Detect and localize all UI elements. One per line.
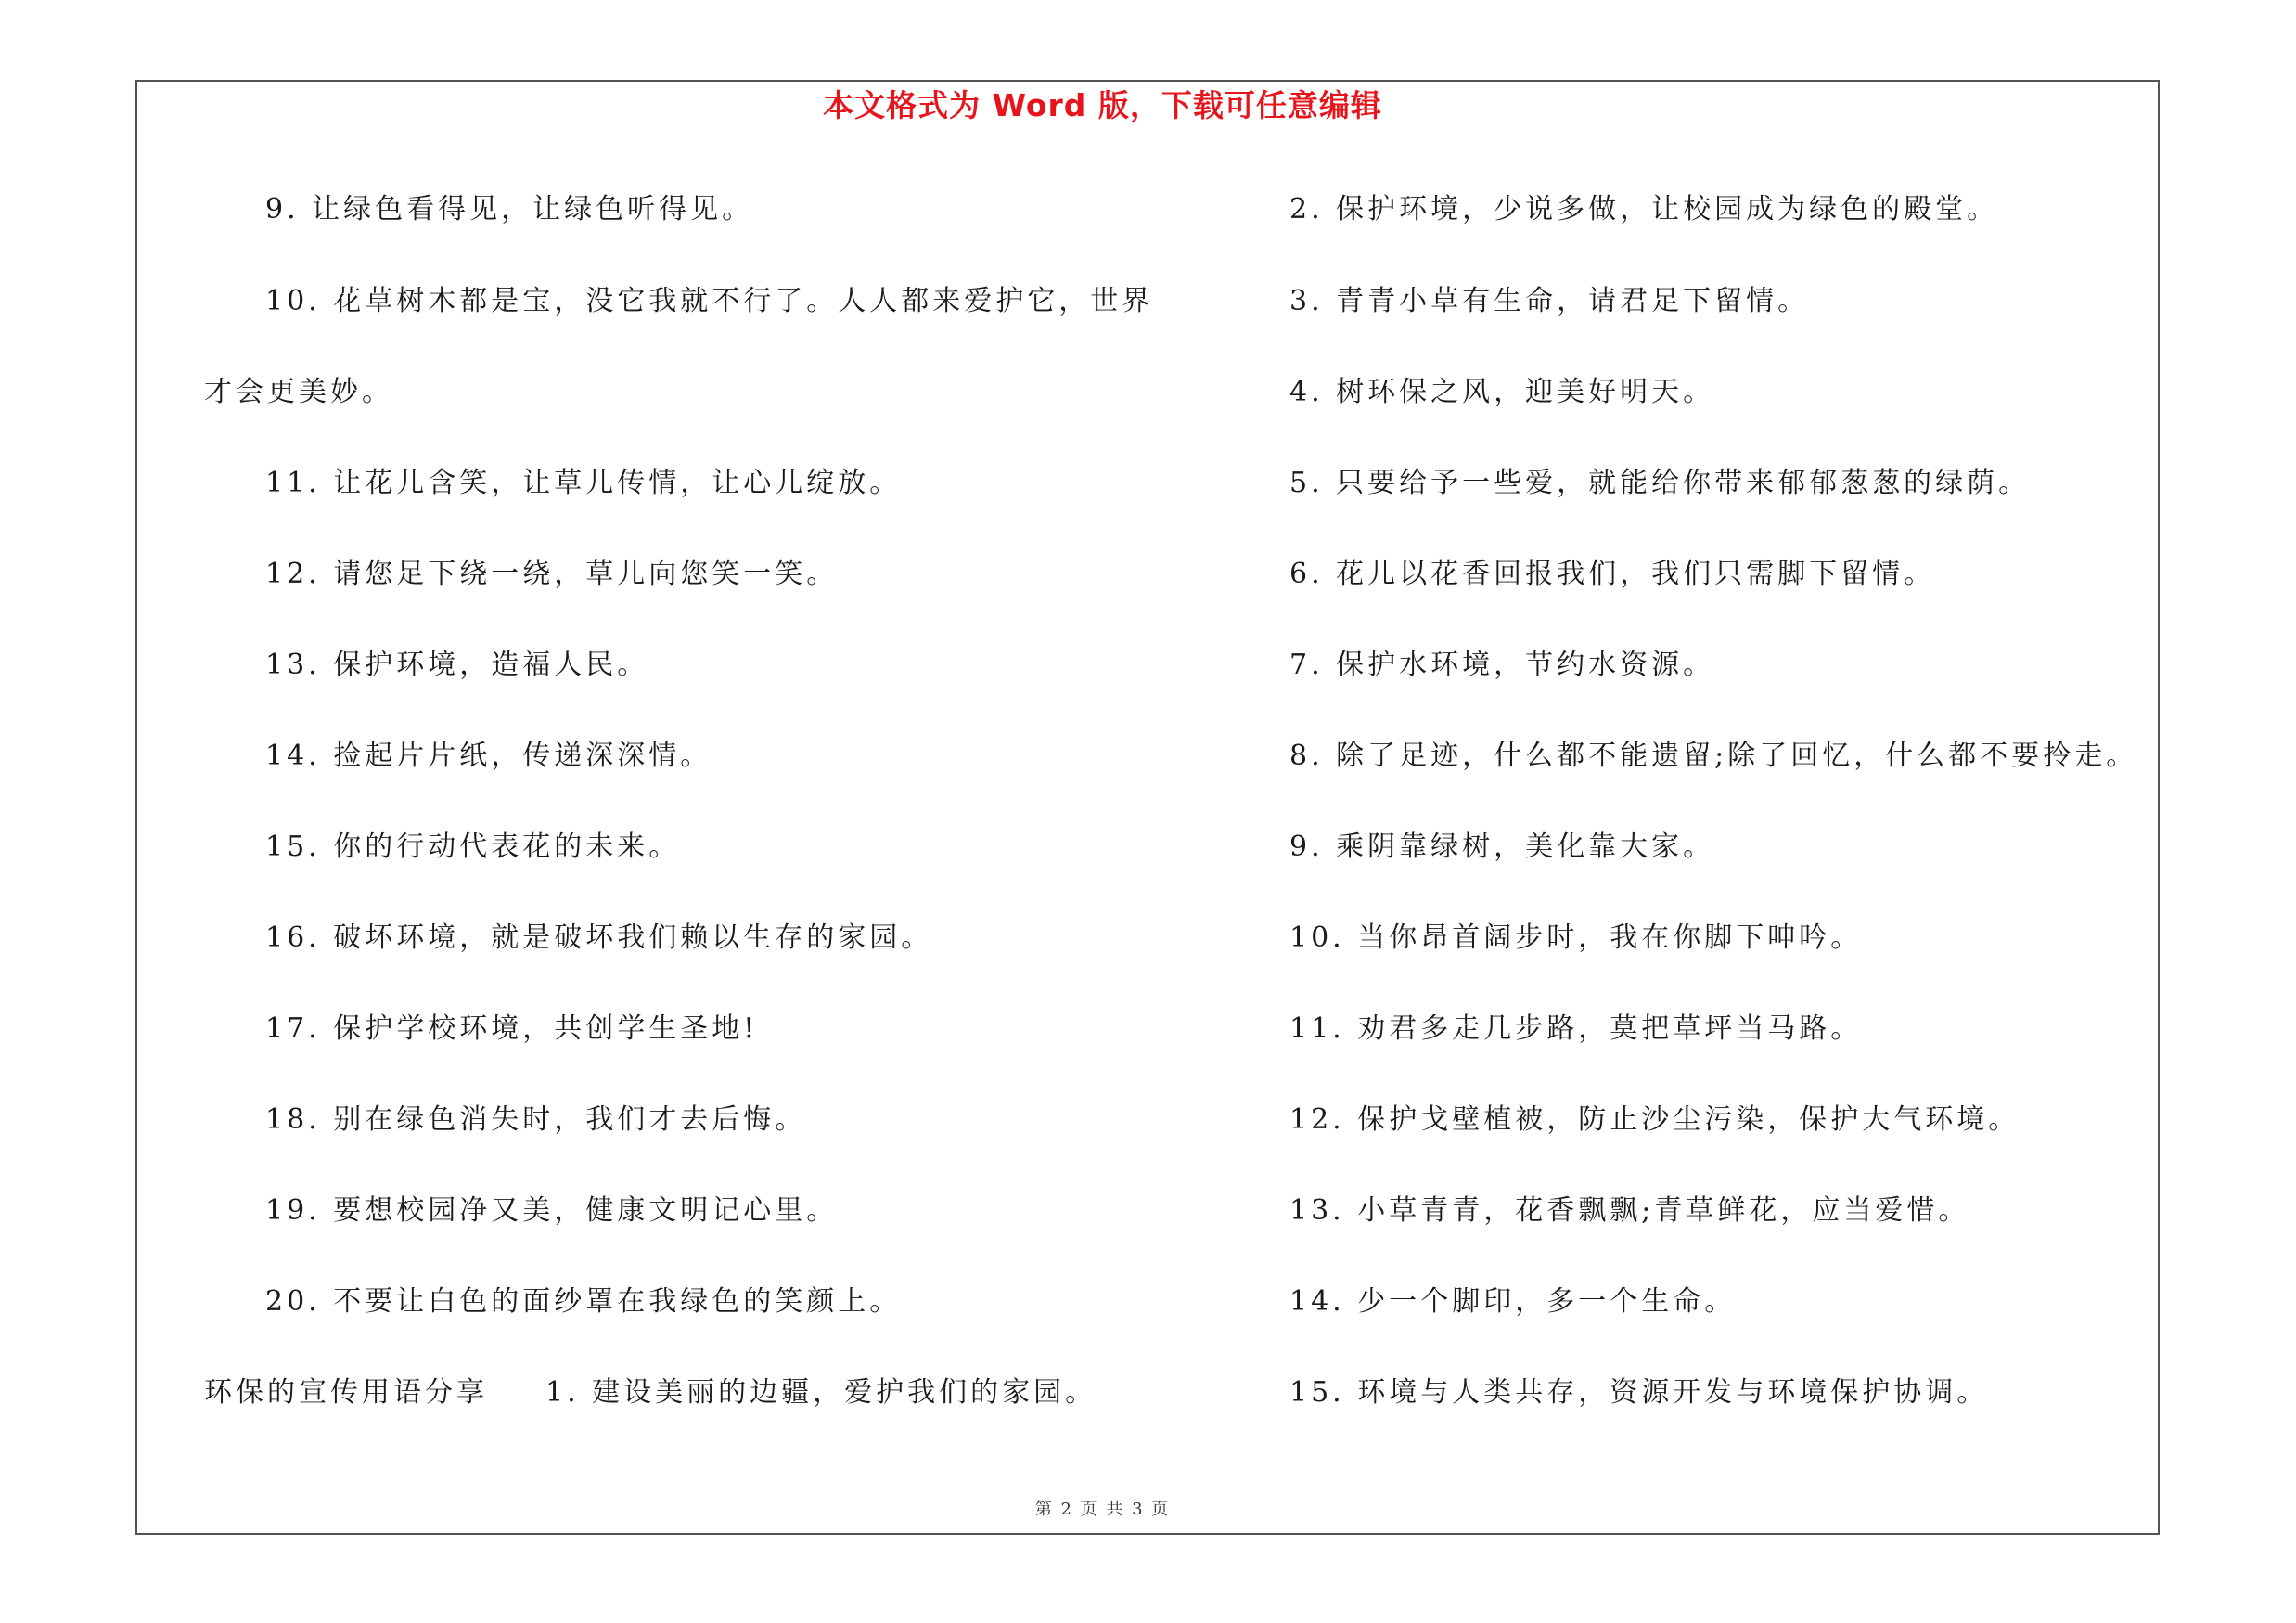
- list-item: 9. 乘阴靠绿树，美化靠大家。: [1289, 831, 1715, 863]
- list-item: 7. 保护水环境，节约水资源。: [1289, 649, 1715, 681]
- list-item: 11. 劝君多走几步路，莫把草坪当马路。: [1289, 1012, 1863, 1045]
- list-item: 3. 青青小草有生命，请君足下留情。: [1289, 285, 1810, 317]
- list-item-continuation: 才会更美妙。: [204, 376, 393, 408]
- list-item: 12. 保护戈壁植被，防止沙尘污染，保护大气环境。: [1289, 1103, 2020, 1136]
- list-item: 16. 破坏环境，就是破坏我们赖以生存的家园。: [265, 921, 933, 954]
- list-item: 19. 要想校园净又美，健康文明记心里。: [265, 1194, 839, 1227]
- list-item: 13. 小草青青，花香飘飘;青草鲜花，应当爱惜。: [1289, 1194, 1970, 1227]
- list-item: 10. 当你昂首阔步时，我在你脚下呻吟。: [1289, 921, 1863, 954]
- list-item: 8. 除了足迹，什么都不能遗留;除了回忆，什么都不要拎走。: [1289, 740, 2138, 772]
- list-item: 20. 不要让白色的面纱罩在我绿色的笑颜上。: [265, 1285, 902, 1318]
- list-item: 1. 建设美丽的边疆，爱护我们的家园。: [545, 1376, 1097, 1409]
- section-heading: 环保的宣传用语分享: [204, 1376, 488, 1409]
- list-item: 18. 别在绿色消失时，我们才去后悔。: [265, 1103, 807, 1136]
- list-item: 13. 保护环境，造福人民。: [265, 649, 649, 681]
- list-item: 12. 请您足下绕一绕，草儿向您笑一笑。: [265, 558, 839, 590]
- list-item: 14. 捡起片片纸，传递深深情。: [265, 740, 712, 772]
- list-item: 17. 保护学校环境，共创学生圣地!: [265, 1012, 759, 1045]
- list-item: 5. 只要给予一些爱，就能给你带来郁郁葱葱的绿荫。: [1289, 467, 2031, 499]
- list-item: 10. 花草树木都是宝，没它我就不行了。人人都来爱护它，世界: [265, 285, 1154, 317]
- list-item: 2. 保护环境，少说多做，让校园成为绿色的殿堂。: [1289, 193, 1999, 225]
- list-item: 15. 你的行动代表花的未来。: [265, 831, 681, 863]
- list-item: 6. 花儿以花香回报我们，我们只需脚下留情。: [1289, 558, 1936, 590]
- header-banner: 本文格式为 Word 版，下载可任意编辑: [823, 87, 1382, 123]
- list-item: 15. 环境与人类共存，资源开发与环境保护协调。: [1289, 1376, 1989, 1409]
- list-item: 11. 让花儿含笑，让草儿传情，让心儿绽放。: [265, 467, 902, 499]
- list-item: 14. 少一个脚印，多一个生命。: [1289, 1285, 1737, 1318]
- list-item: 4. 树环保之风，迎美好明天。: [1289, 376, 1715, 408]
- page-number-footer: 第 2 页 共 3 页: [1034, 1500, 1171, 1519]
- list-item: 9. 让绿色看得见，让绿色听得见。: [265, 193, 754, 225]
